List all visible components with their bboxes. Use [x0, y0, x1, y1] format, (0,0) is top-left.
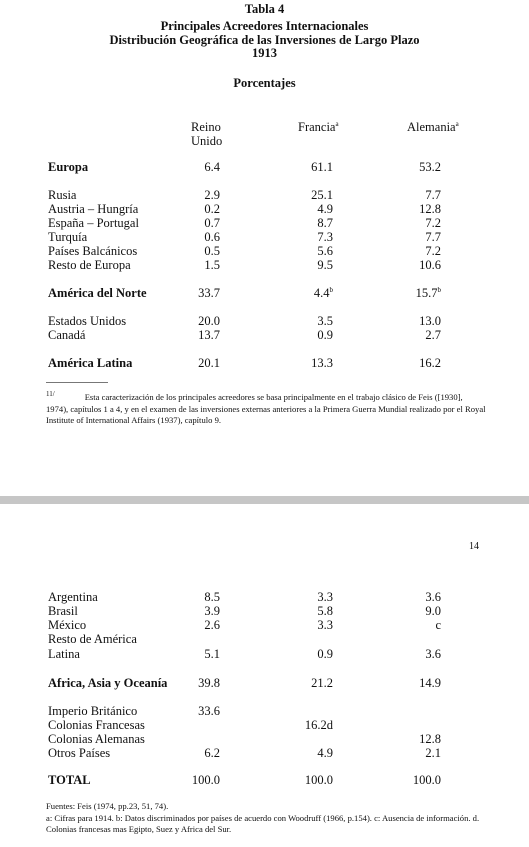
row-label-text: Africa, Asia y Oceanía: [48, 676, 168, 690]
cell-alemania-text: 53.2: [419, 160, 441, 174]
cell-francia-text: 61.1: [311, 160, 333, 174]
row-label-text: Europa: [48, 160, 89, 174]
cell-alemania: [425, 244, 441, 258]
cell-francia-text: 16.2d: [304, 718, 333, 732]
cell-reino-unido: [204, 230, 220, 244]
cell-reino-unido-text: 0.5: [204, 244, 220, 258]
row-label: [48, 718, 145, 732]
cell-reino-unido-text: 0.7: [204, 216, 220, 230]
cell-francia-text: 8.7: [317, 216, 333, 230]
row-label-text: Resto de América: [48, 632, 137, 646]
row-label-text: México: [48, 618, 87, 632]
cell-francia: [317, 328, 333, 342]
cell-reino-unido-text: 6.4: [204, 160, 220, 174]
cell-reino-unido: [198, 356, 220, 370]
cell-francia-text: 21.2: [311, 676, 333, 690]
row-label: [48, 160, 88, 174]
row-label: [48, 356, 132, 370]
cell-reino-unido: [204, 160, 220, 174]
cell-alemania-text: 16.2: [419, 356, 441, 370]
cell-francia-text: 13.3: [311, 356, 333, 370]
cell-alemania-sup: b: [437, 286, 441, 294]
row-label-text: Argentina: [48, 590, 98, 604]
legend-notes: a: Cifras para 1914. b: Datos discriminados por países de acuerdo con Woodruff (1966, p.154). c: Ausencia de información. d. Colonias francesas mas Egipto, Suez y Africa del Sur.: [46, 812, 480, 834]
cell-francia: [317, 230, 333, 244]
row-label-text: América Latina: [48, 356, 133, 370]
cell-francia-text: 0.9: [317, 328, 333, 342]
cell-francia: [317, 202, 333, 216]
cell-alemania: [425, 746, 441, 760]
row-label: [48, 258, 131, 272]
row-label: [48, 632, 137, 646]
cell-reino-unido-text: 6.2: [204, 746, 220, 760]
row-label-text: Colonias Francesas: [48, 718, 145, 732]
cell-reino-unido-text: 0.2: [204, 202, 220, 216]
table-title: Principales Acreedores Internacionales: [160, 19, 369, 33]
row-label: [48, 676, 167, 690]
col-header-francia-sup: a: [335, 120, 339, 128]
row-label: [48, 704, 137, 718]
cell-alemania: [425, 216, 441, 230]
cell-alemania: [419, 356, 441, 370]
row-label: [48, 773, 91, 787]
cell-alemania: [425, 647, 441, 661]
cell-reino-unido-text: 5.1: [204, 647, 220, 661]
cell-reino-unido: [204, 258, 220, 272]
row-label-text: España – Portugal: [48, 216, 139, 230]
row-label-text: Latina: [48, 647, 80, 661]
cell-alemania: [419, 202, 441, 216]
cell-reino-unido-text: 8.5: [204, 590, 220, 604]
cell-francia-text: 3.3: [317, 590, 333, 604]
table-subtitle: Distribución Geográfica de las Inversiones de Largo Plazo: [109, 33, 420, 47]
cell-reino-unido-text: 13.7: [198, 328, 220, 342]
cell-reino-unido: [198, 328, 220, 342]
cell-alemania: [425, 328, 441, 342]
row-label: [48, 328, 85, 342]
cell-francia: [311, 676, 333, 690]
cell-reino-unido-text: 33.6: [198, 704, 220, 718]
row-label-text: América del Norte: [48, 286, 147, 300]
cell-alemania: [425, 188, 441, 202]
cell-alemania: [425, 590, 441, 604]
cell-reino-unido: [198, 704, 220, 718]
cell-reino-unido: [204, 590, 220, 604]
cell-francia: [317, 746, 333, 760]
row-label: [48, 590, 98, 604]
cell-alemania-text: 7.7: [425, 230, 441, 244]
page-break: [0, 496, 529, 504]
cell-francia-text: 3.3: [317, 618, 333, 632]
row-label: [48, 244, 137, 258]
sources-line: Fuentes: Feis (1974, pp.23, 51, 74).: [46, 801, 169, 811]
cell-alemania: [425, 230, 441, 244]
cell-francia-text: 4.4: [313, 286, 330, 300]
cell-francia-text: 5.8: [317, 604, 333, 618]
cell-reino-unido: [204, 216, 220, 230]
cell-alemania: [419, 258, 441, 272]
cell-francia: [317, 618, 333, 632]
cell-alemania: [419, 676, 441, 690]
cell-alemania-text: 7.2: [425, 244, 441, 258]
row-label-text: Colonias Alemanas: [48, 732, 145, 746]
cell-reino-unido: [204, 618, 220, 632]
table-year: 1913: [252, 46, 277, 60]
footnote-marker: 11/: [46, 390, 55, 398]
cell-reino-unido-text: 3.9: [204, 604, 220, 618]
cell-alemania: [419, 732, 441, 746]
cell-reino-unido: [198, 676, 220, 690]
cell-alemania-text: 3.6: [425, 590, 441, 604]
row-label-text: Otros Países: [48, 746, 111, 760]
cell-francia: [317, 590, 333, 604]
row-label: [48, 604, 78, 618]
cell-alemania-text: 3.6: [425, 647, 441, 661]
cell-francia-text: 4.9: [317, 746, 333, 760]
row-label-text: Turquía: [48, 230, 88, 244]
cell-alemania-text: 2.7: [425, 328, 441, 342]
sources-note: [46, 801, 486, 836]
cell-francia: [311, 188, 333, 202]
cell-francia-text: 100.0: [304, 773, 333, 787]
cell-francia: [317, 314, 333, 328]
col-header-reino-line2: Unido: [191, 134, 223, 148]
cell-alemania: [416, 286, 441, 300]
row-label: [48, 230, 87, 244]
cell-reino-unido-text: 0.6: [204, 230, 220, 244]
row-label: [48, 618, 86, 632]
cell-alemania: [419, 314, 441, 328]
cell-francia-text: 5.6: [317, 244, 333, 258]
row-label: [48, 732, 145, 746]
cell-reino-unido: [204, 202, 220, 216]
cell-francia: [317, 216, 333, 230]
footnote: [46, 389, 486, 427]
cell-alemania: [425, 604, 441, 618]
row-label-text: Brasil: [48, 604, 78, 618]
cell-francia: [305, 773, 333, 787]
row-label-text: Estados Unidos: [48, 314, 127, 328]
row-label-text: Resto de Europa: [48, 258, 131, 272]
cell-alemania: [435, 618, 441, 632]
cell-reino-unido-text: 2.6: [204, 618, 220, 632]
cell-reino-unido: [204, 746, 220, 760]
cell-alemania-text: 12.8: [419, 732, 441, 746]
row-label-text: Canadá: [48, 328, 86, 342]
cell-alemania-text: 15.7: [415, 286, 438, 300]
cell-alemania-text: 12.8: [419, 202, 441, 216]
cell-reino-unido: [204, 244, 220, 258]
cell-reino-unido: [204, 188, 220, 202]
cell-francia-text: 7.3: [317, 230, 333, 244]
cell-alemania-text: 14.9: [419, 676, 441, 690]
cell-francia: [317, 604, 333, 618]
cell-reino-unido: [204, 647, 220, 661]
footnote-text: Esta caracterización de los principales acreedores se basa principalmente en el trabajo clásico de Feis ([1930], 1974), capítulos 1 a 4, y en el examen de las inversiones externas anteriores a la Primera Guerra Mundial realizado por el Royal Institute of International Affairs (1937), capítulo 9.: [46, 392, 486, 425]
cell-alemania-text: 7.7: [425, 188, 441, 202]
cell-francia: [305, 718, 333, 732]
row-label-text: Países Balcánicos: [48, 244, 138, 258]
col-header-alemania-label: Alemania: [407, 120, 456, 134]
cell-francia: [317, 244, 333, 258]
table-unit: Porcentajes: [233, 76, 296, 90]
cell-francia-text: 25.1: [311, 188, 333, 202]
row-label-text: Rusia: [48, 188, 77, 202]
cell-alemania-text: 100.0: [412, 773, 441, 787]
cell-reino-unido-text: 20.0: [198, 314, 220, 328]
cell-reino-unido-text: 2.9: [204, 188, 220, 202]
cell-alemania-text: 7.2: [425, 216, 441, 230]
cell-alemania-text: 9.0: [425, 604, 441, 618]
cell-francia: [317, 258, 333, 272]
cell-alemania-text: c: [435, 618, 441, 632]
cell-francia-text: 9.5: [317, 258, 333, 272]
cell-reino-unido: [192, 773, 220, 787]
row-label: [48, 286, 147, 300]
col-header-francia-label: Francia: [298, 120, 336, 134]
row-label-text: TOTAL: [48, 773, 91, 787]
col-header-alemania-sup: a: [455, 120, 459, 128]
cell-alemania: [413, 773, 441, 787]
row-label: [48, 647, 80, 661]
col-header-francia: [298, 120, 339, 134]
cell-reino-unido-text: 33.7: [198, 286, 220, 300]
cell-reino-unido-text: 100.0: [191, 773, 220, 787]
cell-reino-unido-text: 39.8: [198, 676, 220, 690]
cell-alemania-text: 13.0: [419, 314, 441, 328]
cell-francia-text: 0.9: [317, 647, 333, 661]
col-header-reino-unido: [191, 120, 222, 148]
cell-alemania-text: 10.6: [419, 258, 441, 272]
footnote-divider: [46, 382, 108, 383]
cell-francia-text: 4.9: [317, 202, 333, 216]
row-label: [48, 188, 76, 202]
page-number: 14: [469, 541, 479, 552]
cell-reino-unido: [204, 604, 220, 618]
cell-francia-sup: b: [329, 286, 333, 294]
cell-francia: [311, 160, 333, 174]
row-label-text: Imperio Británico: [48, 704, 138, 718]
cell-reino-unido: [198, 314, 220, 328]
cell-reino-unido: [198, 286, 220, 300]
row-label: [48, 202, 138, 216]
col-header-reino-line1: Reino: [191, 120, 221, 134]
row-label-text: Austria – Hungría: [48, 202, 139, 216]
row-label: [48, 314, 126, 328]
cell-francia-text: 3.5: [317, 314, 333, 328]
row-label: [48, 746, 110, 760]
cell-reino-unido-text: 20.1: [198, 356, 220, 370]
cell-reino-unido-text: 1.5: [204, 258, 220, 272]
cell-alemania-text: 2.1: [425, 746, 441, 760]
col-header-alemania: [407, 120, 459, 134]
table-number: Tabla 4: [244, 2, 285, 16]
cell-alemania: [419, 160, 441, 174]
cell-francia: [314, 286, 333, 300]
row-label: [48, 216, 139, 230]
cell-francia: [311, 356, 333, 370]
cell-francia: [317, 647, 333, 661]
